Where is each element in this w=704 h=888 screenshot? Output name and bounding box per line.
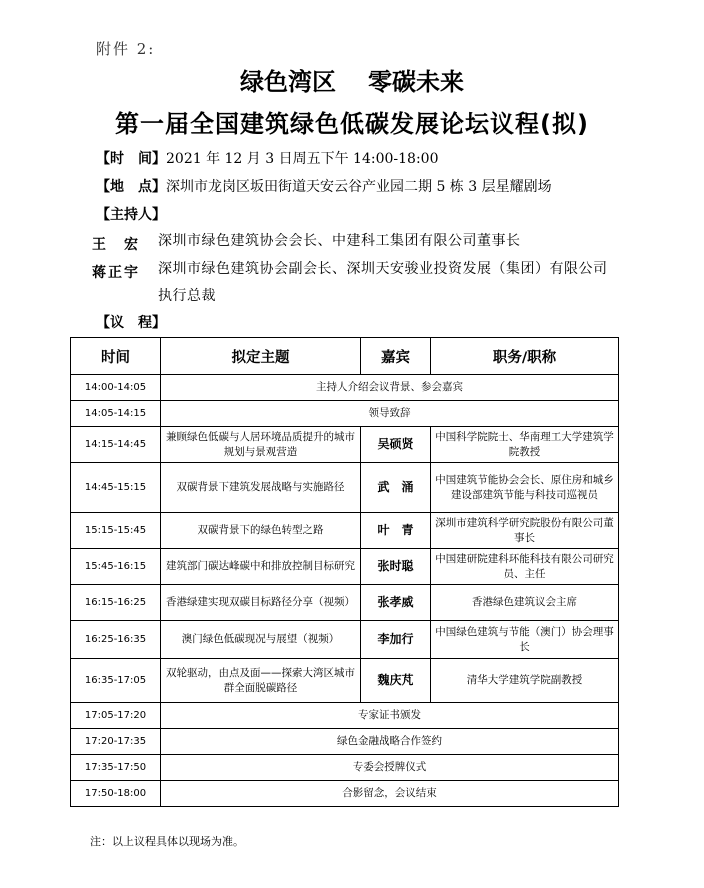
row-title: 中国建研院建科环能科技有限公司研究员、主任 [431,549,619,585]
row-merged-item: 绿色金融战略合作签约 [161,729,619,755]
time-label: 【时 间】 [96,151,166,167]
header-guest: 嘉宾 [361,338,431,375]
row-title: 中国科学院院士、华南理工大学建筑学院教授 [431,427,619,463]
row-topic: 建筑部门碳达峰碳中和排放控制目标研究 [161,549,361,585]
row-topic: 香港绿建实现双碳目标路径分享（视频） [161,585,361,621]
row-time: 14:15-14:45 [71,427,161,463]
table-row [71,621,619,659]
table-row [71,781,619,807]
table-row [71,427,619,463]
document-title-line2: 第一届全国建筑绿色低碳发展论坛议程(拟) [115,110,589,138]
row-guest: 张时聪 [361,549,431,585]
host-description: 深圳市绿色建筑协会副会长、深圳天安骏业投资发展（集团）有限公司执行总裁 [158,261,608,304]
row-guest: 张孝威 [361,585,431,621]
table-row [71,463,619,513]
row-time: 17:50-18:00 [71,781,161,807]
row-time: 17:20-17:35 [71,729,161,755]
table-row [71,729,619,755]
row-time: 15:45-16:15 [71,549,161,585]
row-merged-item: 专委会授牌仪式 [161,755,619,781]
row-time: 16:25-16:35 [71,621,161,659]
agenda-heading: 【议 程】 [96,315,166,331]
row-guest: 魏庆芃 [361,659,431,703]
table-row [71,755,619,781]
row-topic: 双轮驱动，由点及面——探索大湾区城市群全面脱碳路径 [161,659,361,703]
row-time: 17:05-17:20 [71,703,161,729]
row-title: 中国绿色建筑与节能（澳门）协会理事长 [431,621,619,659]
row-guest: 叶 青 [361,513,431,549]
row-topic: 澳门绿色低碳现况与展望（视频） [161,621,361,659]
title-slogan-a: 绿色湾区 [240,68,336,96]
row-time: 14:05-14:15 [71,401,161,427]
row-merged-item: 主持人介绍会议背景、参会嘉宾 [161,375,619,401]
row-guest: 武 涌 [361,463,431,513]
row-topic: 兼顾绿色低碳与人居环境品质提升的城市规划与景观营造 [161,427,361,463]
table-row [71,585,619,621]
table-row [71,703,619,729]
time-value: 2021 年 12 月 3 日周五下午 14:00-18:00 [166,151,439,167]
location-value: 深圳市龙岗区坂田街道天安云谷产业园二期 5 栋 3 层星耀剧场 [166,179,552,195]
row-guest: 李加行 [361,621,431,659]
table-row [71,549,619,585]
time-info [96,148,438,168]
location-info [96,176,552,196]
row-topic: 双碳背景下建筑发展战略与实施路径 [161,463,361,513]
row-merged-item: 领导致辞 [161,401,619,427]
table-row [71,513,619,549]
document-title-line1 [0,62,704,97]
row-merged-item: 合影留念，会议结束 [161,781,619,807]
title-slogan-b: 零碳未来 [368,68,464,96]
footnote: 注：以上议程具体以现场为准。 [90,835,244,848]
table-row [71,401,619,427]
row-guest: 吴硕贤 [361,427,431,463]
row-title: 清华大学建筑学院副教授 [431,659,619,703]
header-topic: 拟定主题 [161,338,361,375]
header-title: 职务/职称 [431,338,619,375]
header-time: 时间 [71,338,161,375]
row-time: 16:35-17:05 [71,659,161,703]
row-topic: 双碳背景下的绿色转型之路 [161,513,361,549]
agenda-table [70,337,619,807]
row-time: 14:45-15:15 [71,463,161,513]
location-label: 【地 点】 [96,179,166,195]
row-time: 16:15-16:25 [71,585,161,621]
row-time: 17:35-17:50 [71,755,161,781]
table-row [71,659,619,703]
hosts-heading: 【主持人】 [96,207,166,223]
host-name: 蒋正宇 [92,265,140,281]
row-title: 香港绿色建筑议会主席 [431,585,619,621]
host-name: 王 宏 [92,237,140,253]
row-time: 15:15-15:45 [71,513,161,549]
host-description: 深圳市绿色建筑协会会长、中建科工集团有限公司董事长 [158,233,521,249]
table-row [71,375,619,401]
attachment-label: 附件 2: [96,40,156,58]
table-header-row [71,338,619,375]
row-title: 中国建筑节能协会会长、原住房和城乡建设部建筑节能与科技司巡视员 [431,463,619,513]
row-merged-item: 专家证书颁发 [161,703,619,729]
row-time: 14:00-14:05 [71,375,161,401]
row-title: 深圳市建筑科学研究院股份有限公司董事长 [431,513,619,549]
